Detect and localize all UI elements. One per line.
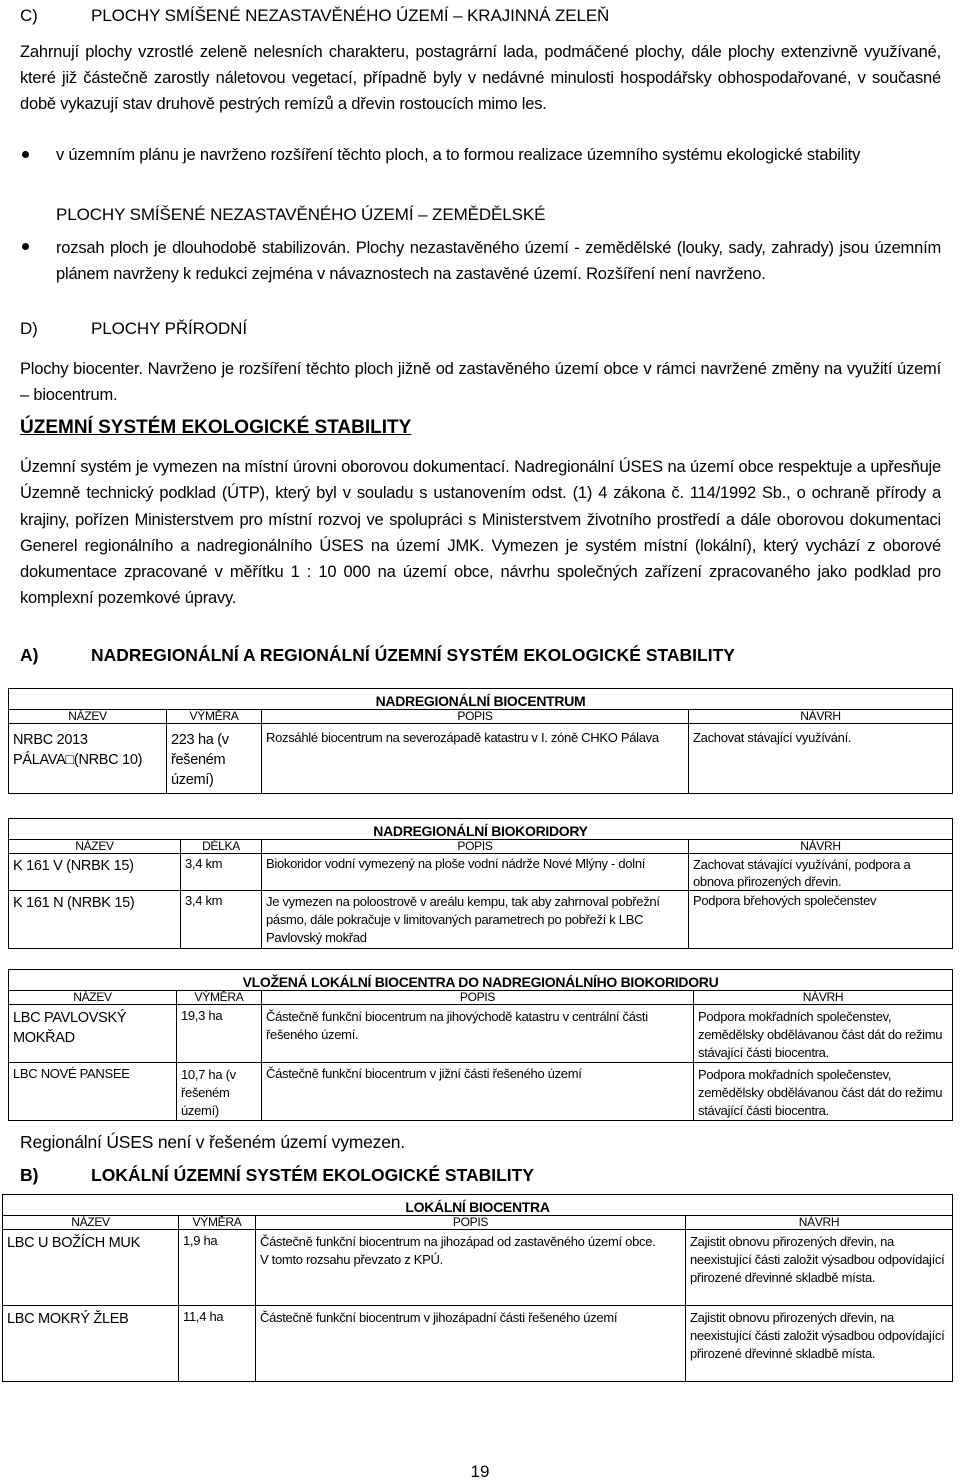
table-title: NADREGIONÁLNÍ BIOKORIDORY [9,819,953,840]
bullet-icon [22,243,29,250]
cell-plan: Podpora břehových společenstev [689,891,953,949]
page-number: 19 [470,1462,490,1481]
cell-plan: Zajistit obnovu přirozených dřevin, na neexistující části založit výsadbou odpovídající přirozené dřevinné skladbě místa. [686,1306,953,1382]
cell-size: 10,7 ha (v řešeném území) [177,1063,262,1121]
col-header: POPIS [262,710,689,724]
table-title: LOKÁLNÍ BIOCENTRA [3,1195,953,1216]
cell-name: LBC PAVLOVSKÝ MOKŘAD [9,1005,177,1063]
cell-desc: Částečně funkční biocentrum v jihozápadní části řešeného území [256,1306,686,1382]
cell-size: 11,4 ha [179,1306,256,1382]
cell-desc-line: V tomto rozsahu převzato z KPÚ. [260,1252,443,1267]
uses-title: ÚZEMNÍ SYSTÉM EKOLOGICKÉ STABILITY [20,417,412,438]
table-row [9,724,953,794]
section-b-letter: B) [20,1165,39,1185]
cell-size: 19,3 ha [177,1005,262,1063]
col-header: DÉLKA [181,840,262,854]
table-nadregionalni-biokoridory [8,818,953,949]
col-header: VÝMĚRA [167,710,262,724]
section-d-letter: D) [20,319,38,338]
bullet-icon [22,151,29,158]
bullet-item-2: rozsah ploch je dlouhodobě stabilizován. Plochy nezastavěného území - zemědělské (louky, sady, zahrady) jsou územním plánem navrženy k redukci zejména v návaznostech na zastavěné území. Rozšíření není navrženo. [56,239,941,283]
table-title: VLOŽENÁ LOKÁLNÍ BIOCENTRA DO NADREGIONÁLNÍHO BIOKORIDORU [9,970,953,991]
cell-size: 3,4 km [181,854,262,891]
regional-note: Regionální ÚSES není v řešeném území vymezen. [20,1132,405,1152]
cell-name: LBC MOKRÝ ŽLEB [3,1306,179,1382]
table-nadregionalni-biocentrum [8,688,953,794]
col-header: NÁZEV [3,1216,179,1230]
bullet-item-1: v územním plánu je navrženo rozšíření těchto ploch, a to formou realizace územního systému ekologické stability [56,146,861,164]
col-header: POPIS [256,1216,686,1230]
cell-desc: Rozsáhlé biocentrum na severozápadě katastru v I. zóně CHKO Pálava [262,724,689,794]
cell-name: K 161 V (NRBK 15) [9,854,181,891]
cell-plan: Zajistit obnovu přirozených dřevin, na neexistující části založit výsadbou odpovídající přirozené dřevinné skladbě místa. [686,1230,953,1306]
table-row [3,1306,953,1382]
cell-desc: Částečně funkční biocentrum na jihovýchodě katastru v centrální části řešeného území. [262,1005,694,1063]
cell-name: LBC U BOŽÍCH MUK [3,1230,179,1306]
cell-plan: Zachovat stávající využívání. [689,724,953,794]
table-row [3,1230,953,1306]
table-row [9,854,953,891]
subheading-zemedelske: PLOCHY SMÍŠENÉ NEZASTAVĚNÉHO ÚZEMÍ – ZEMĚDĚLSKÉ [56,205,546,224]
col-header: POPIS [262,840,689,854]
section-c-letter: C) [20,6,38,25]
table-lokalni-biocentra [2,1194,953,1382]
col-header: NÁZEV [9,710,167,724]
table-row [9,1005,953,1063]
cell-plan: Podpora mokřadních společenstev, zemědělsky obdělávanou část dát do režimu stávající části biocentra. [694,1005,953,1063]
cell-size: 3,4 km [181,891,262,949]
section-a-heading: NADREGIONÁLNÍ A REGIONÁLNÍ ÚZEMNÍ SYSTÉM EKOLOGICKÉ STABILITY [91,645,735,665]
cell-plan: Podpora mokřadních společenstev, zemědělsky obdělávanou část dát do režimu stávající části biocentra. [694,1063,953,1121]
cell-size: 223 ha (v řešeném území) [167,724,262,794]
section-b-heading: LOKÁLNÍ ÚZEMNÍ SYSTÉM EKOLOGICKÉ STABILITY [91,1165,535,1185]
uses-paragraph: Územní systém je vymezen na místní úrovni oborovou dokumentací. Nadregionální ÚSES na území obce respektuje a upřesňuje Územně technický podklad (ÚTP), který byl v souladu s ustanovením odst. (1) 4 zákona č. 114/1992 Sb., o ochraně přírody a krajiny, pořízen Ministerstvem pro místní rozvoj ve spolupráci s Ministerstvem životního prostředí a dále oborovou dokumentaci Generel regionálního a nadregionálního ÚSES na území JMK. Vymezen je systém místní (lokální), který vychází z oborové dokumentace zpracované v měřítku 1 : 10 000 na území obce, návrhu společných zařízení zpracovaného jako podklad pro komplexní pozemkové úpravy. [20,458,941,608]
section-d-heading: PLOCHY PŘÍRODNÍ [91,319,247,338]
section-c-paragraph: Zahrnují plochy vzrostlé zeleně nelesních charakteru, postagrární lada, podmáčené plochy, dále plochy extenzivně využívané, které již částečně zarostly náletovou vegetací, případně byly v nedávné minulosti hospodářsky obhospodařované, v současné době vykazují stav druhově pestrých remízů a dřevin rostoucích mimo les. [20,43,941,113]
cell-desc: Biokoridor vodní vymezený na ploše vodní nádrže Nové Mlýny - dolní [262,854,689,891]
col-header: NÁZEV [9,991,177,1005]
col-header: NÁZEV [9,840,181,854]
section-a-letter: A) [20,645,39,665]
table-vlozena-biocentra [8,969,953,1121]
cell-size: 1,9 ha [179,1230,256,1306]
col-header: NÁVRH [689,840,953,854]
col-header: NÁVRH [686,1216,953,1230]
cell-desc: Částečně funkční biocentrum v jižní části řešeného území [262,1063,694,1121]
cell-desc: Je vymezen na poloostrově v areálu kempu, tak aby zahrnoval pobřežní pásmo, dále pokračuje v limitovaných parametrech po pobřeží k LBC Pavlovský mokřad [262,891,689,949]
table-row [9,891,953,949]
table-row [9,1063,953,1121]
col-header: VÝMĚRA [177,991,262,1005]
col-header: NÁVRH [694,991,953,1005]
section-d-paragraph: Plochy biocenter. Navrženo je rozšíření těchto ploch jižně od zastavěného území obce v rámci navržené změny na využití území – biocentrum. [20,360,941,404]
cell-desc [256,1230,686,1306]
col-header: NÁVRH [689,710,953,724]
col-header: POPIS [262,991,694,1005]
cell-name: K 161 N (NRBK 15) [9,891,181,949]
section-c-heading: PLOCHY SMÍŠENÉ NEZASTAVĚNÉHO ÚZEMÍ – KRAJINNÁ ZELEŇ [91,6,610,25]
col-header: VÝMĚRA [179,1216,256,1230]
cell-desc-line: Částečně funkční biocentrum na jihozápad od zastavěného území obce. [260,1234,656,1249]
cell-name: LBC NOVÉ PANSEE [9,1063,177,1121]
table-title: NADREGIONÁLNÍ BIOCENTRUM [9,689,953,710]
cell-plan: Zachovat stávající využívání, podpora a obnova přirozených dřevin. [689,854,953,891]
cell-name: NRBC 2013 PÁLAVA□(NRBC 10) [9,724,167,794]
